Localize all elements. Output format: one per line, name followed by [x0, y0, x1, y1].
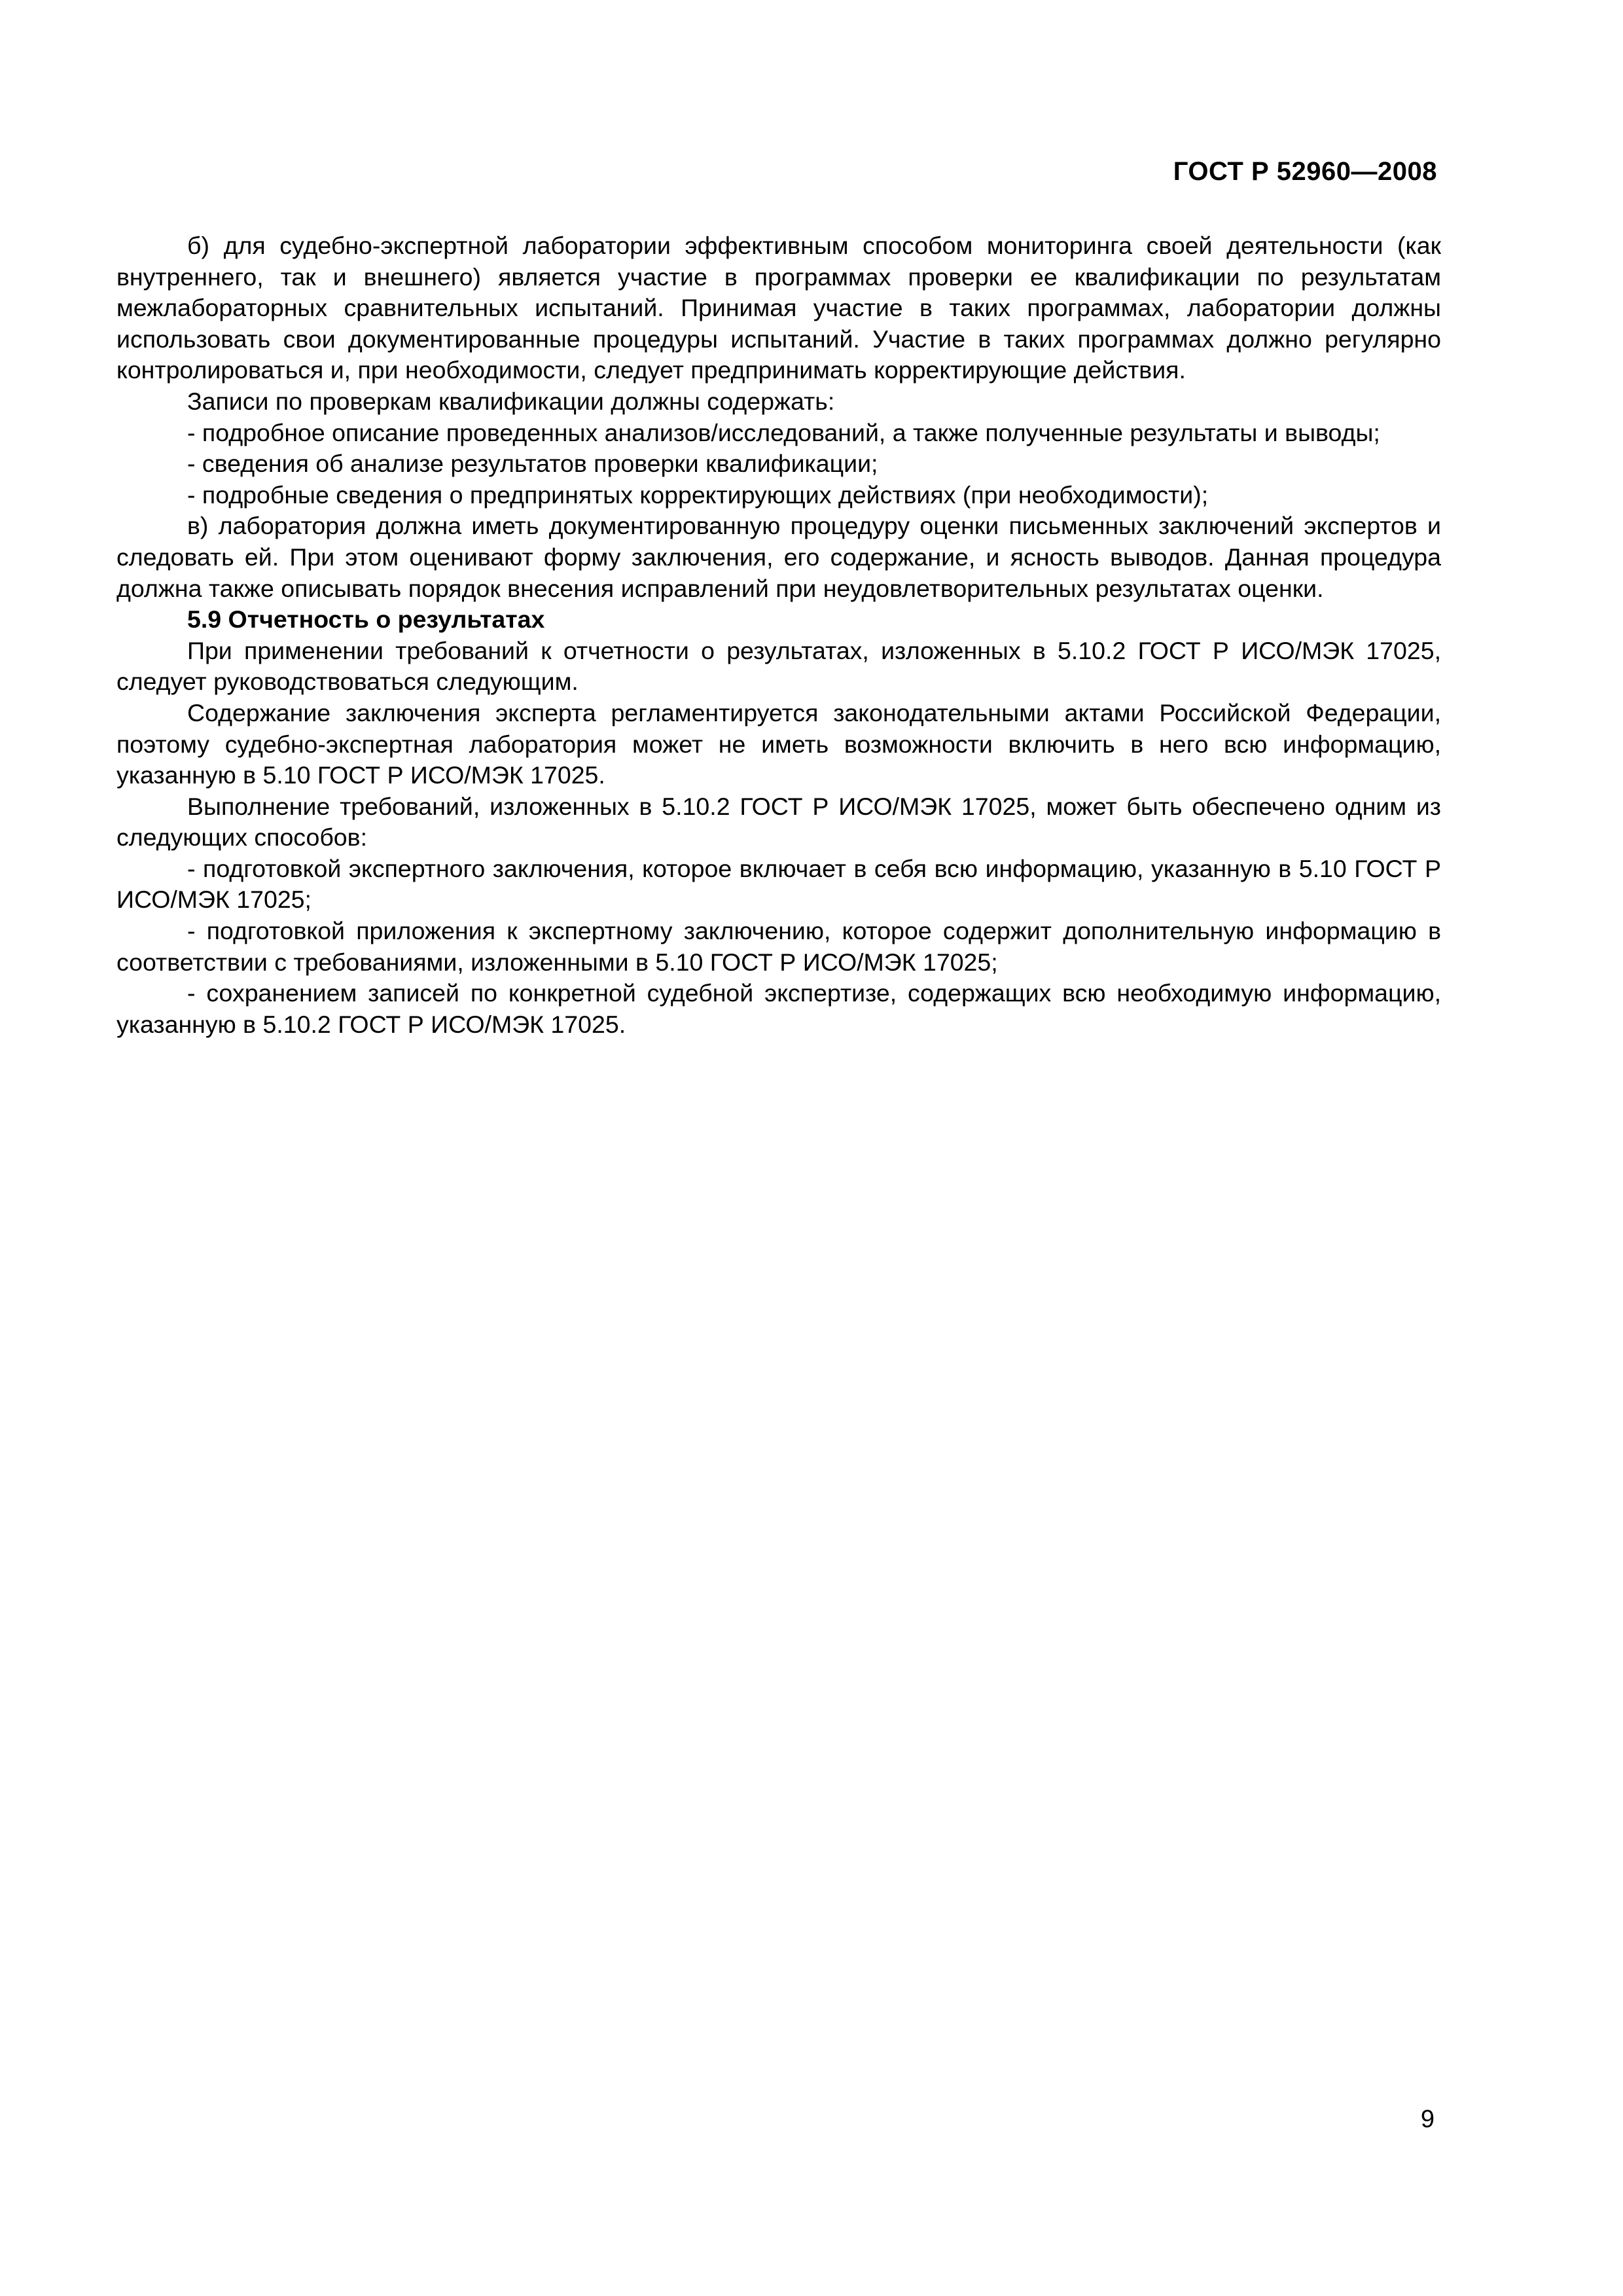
list-item-appendix: - подготовкой приложения к экспертному заключению, которое содержит дополнительную информацию в соответствии с требованиями, изложенными в 5.10 ГОСТ Р ИСО/МЭК 17025; — [116, 917, 1441, 976]
list-item-records-retention: - сохранением записей по конкретной судебной экспертизе, содержащих всю необходимую информацию, указанную в 5.10.2 ГОСТ Р ИСО/МЭК 17025. — [116, 979, 1441, 1038]
paragraph-records-intro: Записи по проверкам квалификации должны содержать: — [187, 387, 835, 415]
list-item-results-analysis: - сведения об анализе результатов проверки квалификации; — [187, 450, 878, 478]
document-body — [116, 230, 1441, 1040]
paragraph-reporting-requirements: При применении требований к отчетности о результатах, изложенных в 5.10.2 ГОСТ Р ИСО/МЭК 17025, следует руководствоваться следующим. — [116, 636, 1441, 696]
paragraph-ways-intro: Выполнение требований, изложенных в 5.10.2 ГОСТ Р ИСО/МЭК 17025, может быть обеспечено одним из следующих способов: — [116, 792, 1441, 852]
section-heading-5-9: 5.9 Отчетность о результатах — [187, 605, 545, 634]
list-item-expert-conclusion: - подготовкой экспертного заключения, которое включает в себя всю информацию, указанную в 5.10 ГОСТ Р ИСО/МЭК 17025; — [116, 854, 1441, 914]
page-number: 9 — [1420, 2106, 1435, 2133]
list-item-corrective-actions: - подробные сведения о предпринятых корректирующих действиях (при необходимости); — [187, 480, 1209, 509]
list-item-analysis-description: - подробное описание проведенных анализов/исследований, а также полученные результаты и выводы; — [187, 418, 1380, 446]
paragraph-v-report-evaluation: в) лаборатория должна иметь документированную процедуру оценки письменных заключений экспертов и следовать ей. При этом оценивают форму заключения, его содержание, и ясность выводов. Данная процедура должна также описывать порядок внесения исправлений при неудовлетворительных результатах оценки. — [116, 512, 1441, 602]
paragraph-expert-conclusion-content: Содержание заключения эксперта регламентируется законодательными актами Российской Федерации, поэтому судебно-экспертная лаборатория может не иметь возможности включить в него всю информацию, указанную в 5.10 ГОСТ Р ИСО/МЭК 17025. — [116, 698, 1441, 789]
paragraph-b-proficiency-testing: б) для судебно-экспертной лаборатории эффективным способом мониторинга своей деятельности (как внутреннего, так и внешнего) является участие в программах проверки ее квалификации по результатам межлабораторных сравнительных испытаний. Принимая участие в таких программах, лаборатории должны использовать свои документированные процедуры испытаний. Участие в таких программах должно регулярно контролироваться и, при необходимости, следует предпринимать корректирующие действия. — [116, 232, 1441, 384]
document-header: ГОСТ Р 52960—2008 — [1173, 157, 1437, 186]
